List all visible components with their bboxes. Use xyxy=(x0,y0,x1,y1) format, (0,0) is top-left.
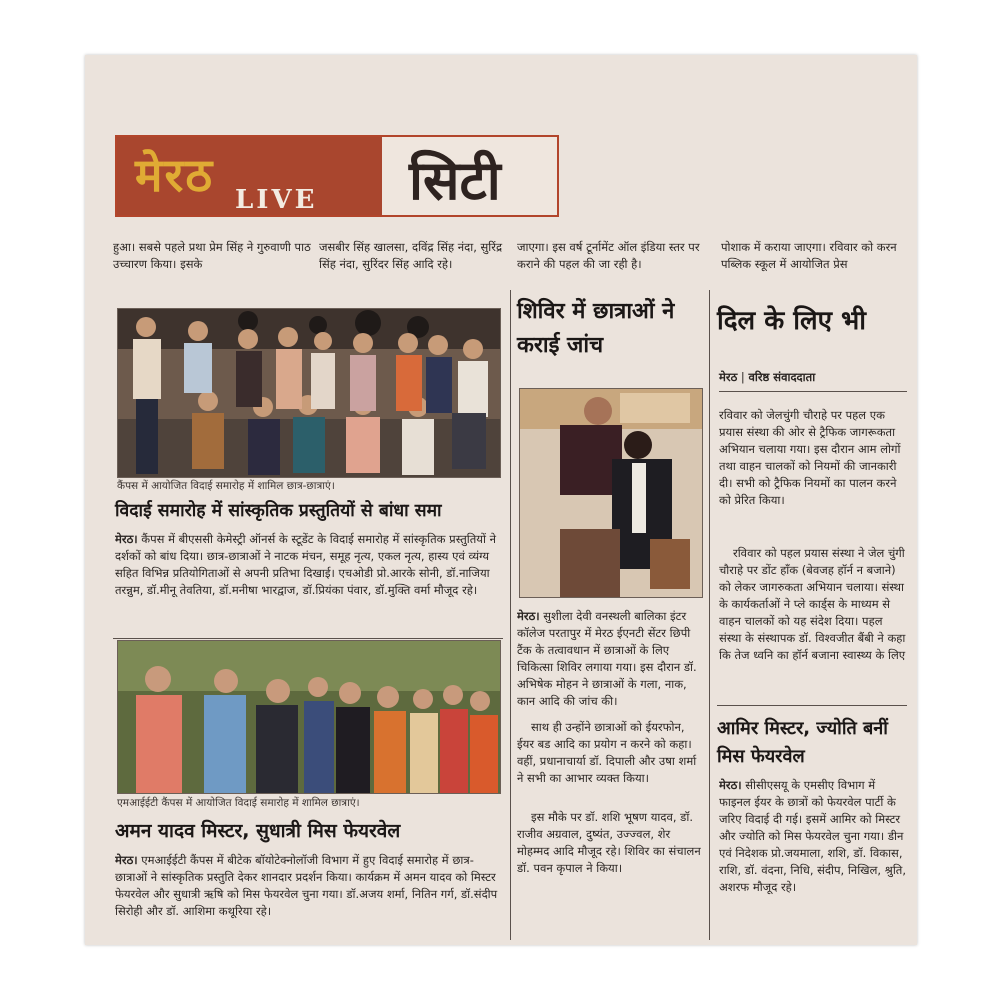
top-snippet-1: हुआ। सबसे पहले प्रथा प्रेम सिंह ने गुरुवाणी पाठ उच्चारण किया। इसके xyxy=(113,240,311,271)
article1-body: कैंपस में बीएससी केमेस्ट्री ऑनर्स के स्टूडेंट के विदाई समारोह में सांस्कृतिक प्रस्तुतियों ने दर्शकों को बांध दिया। छात्र-छात्राओं ने नाटक मंचन, समूह नृत्य, एकल नृत्य, हास्य एवं व्यंग्य सहित विभिन्न प्रतियोगिताओं से अपनी प्रतिभा दिखाई। एचओडी प्रो.आरके सोनी, डॉ.नाजिया तरन्नुम, डॉ.मीनू तेवतिया, डॉ.मनीषा भारद्वाज, डॉ.प्रियंका पंवार, डॉ.मुक्ति वर्मा मौजूद रहे। xyxy=(115,532,496,597)
article4-body1: रविवार को जेलचुंगी चौराहे पर पहल एक प्रयास संस्था की ओर से ट्रैफिक जागरूकता अभियान चलाया गया। इस दौरान आम लोगों तथा वाहन चालकों को नियमों की जानकारी दी। सभी को ट्रैफिक नियमों का पालन करने को प्रेरित किया। xyxy=(719,408,901,507)
article1-dateline: मेरठ। xyxy=(115,532,138,546)
masthead-logo: मेरठ xyxy=(135,148,215,202)
farewell-group-photo xyxy=(117,308,501,478)
article4-byline-name: वरिष्ठ संवाददाता xyxy=(748,370,816,384)
article3-body1-block xyxy=(517,608,705,708)
column-rule xyxy=(510,290,511,940)
article5-body: सीसीएसयू के एमसीए विभाग में फाइनल ईयर के छात्रों को फेयरवेल पार्टी के जरिए विदाई दी गई। इसमें आमिर को मिस्टर और ज्योति को मिस फेयरवेल चुना गया। डीन एवं निदेशक प्रो.जयमाला, शशि, डॉ. विकास, राशि, डॉ. वंदना, निधि, संदीप, निखिल, श्रुति, अशरफ मौजूद रहे। xyxy=(719,778,907,894)
photo-caption-1: कैंपस में आयोजित विदाई समारोह में शामिल छात्र-छात्राएं। xyxy=(117,480,335,492)
newspaper-clipping xyxy=(85,55,917,945)
article5-dateline: मेरठ। xyxy=(719,778,742,792)
masthead-red-block xyxy=(117,137,382,215)
top-snippet-3: जाएगा। इस वर्ष टूर्नामेंट ऑल इंडिया स्तर पर कराने की पहल की जा रही है। xyxy=(517,240,700,271)
medical-camp-photo-graphic xyxy=(520,389,702,597)
article2-dateline: मेरठ। xyxy=(115,853,138,867)
article2-body: एमआईईटी कैंपस में बीटेक बॉयोटेक्नोलॉजी विभाग में हुए विदाई समारोह में छात्र-छात्राओं ने सांस्कृतिक प्रस्तुति देकर शानदार प्रदर्शन किया। कार्यक्रम में अमन यादव को मिस्टर फेयरवेल और सुधात्री ऋषि को मिस फेयरवेल चुना गया। डॉ.अजय शर्मा, नितिन गर्ग, डॉ.संदीप सिरोही और डॉ. आशिमा कथूरिया रहे। xyxy=(115,853,498,918)
article4-byline xyxy=(719,369,909,386)
miet-farewell-photo-graphic xyxy=(118,641,500,793)
article4-byline-place: मेरठ xyxy=(719,370,738,384)
medical-camp-photo xyxy=(519,388,703,598)
article3-body2: साथ ही उन्होंने छात्राओं को ईयरफोन, ईयर बड आदि का प्रयोग न करने को कहा। वहीं, प्रधानाचार्या डॉ. दिपाली और उषा शर्मा ने सभी का आभार व्यक्त किया। xyxy=(517,720,697,785)
article2-body-block xyxy=(115,852,505,942)
top-snippet-4: पोशाक में कराया जाएगा। रविवार को करन पब्लिक स्कूल में आयोजित प्रेस xyxy=(721,240,897,271)
farewell-group-photo-graphic xyxy=(118,309,500,477)
article-divider xyxy=(113,638,503,639)
masthead-live: LIVE xyxy=(235,185,318,215)
byline-separator: | xyxy=(740,370,745,384)
article3-body1: सुशीला देवी वनस्थली बालिका इंटर कॉलेज परतापुर में मेरठ ईएनटी सेंटर छिपी टैंक के तत्वावधान में छात्राओं के लिए चिकित्सा शिविर लगाया गया। इस दौरान डॉ. अभिषेक मोहन ने छात्राओं के गला, नाक, कान आदि की जांच की। xyxy=(517,609,697,708)
article1-headline: विदाई समारोह में सांस्कृतिक प्रस्तुतियों से बांधा समा xyxy=(115,501,442,521)
article2-headline: अमन यादव मिस्टर, सुधात्री मिस फेयरवेल xyxy=(115,820,401,842)
masthead-city: सिटी xyxy=(409,149,501,212)
article-divider xyxy=(717,705,907,706)
article4-body2: रविवार को पहल प्रयास संस्था ने जेल चुंगी चौराहे पर डोंट हॉंक (बेवजह हॉर्न न बजाने) को लेकर जागरुकता अभियान चलाया। संस्था के कार्यकर्ताओं ने प्ले कार्ड्स के माध्यम से वाहन चालकों को यह संदेश दिया। पहल संस्था के संस्थापक डॉ. विश्वजीत बैंबी ने कहा कि तेज ध्वनि का हॉर्न बजाना स्वास्थ्य के लिए xyxy=(719,546,906,662)
column-rule xyxy=(709,290,710,940)
photo-caption-2: एमआईईटी कैंपस में आयोजित विदाई समारोह में शामिल छात्राएं। xyxy=(117,797,360,809)
masthead-banner xyxy=(115,135,559,217)
article5-headline: आमिर मिस्टर, ज्योति बनीं मिस फेयरवेल xyxy=(717,718,888,767)
article4-headline: दिल के लिए भी xyxy=(717,306,867,336)
article3-body3: इस मौके पर डॉ. शशि भूषण यादव, डॉ. राजीव अग्रवाल, दुष्यंत, उज्ज्वल, शेर मोहम्मद आदि मौजूद रहे। शिविर का संचालन डॉ. पवन कृपाल ने किया। xyxy=(517,810,701,875)
article3-headline: शिविर में छात्राओं ने कराई जांच xyxy=(517,299,675,358)
article3-dateline: मेरठ। xyxy=(517,609,540,623)
byline-rule xyxy=(719,391,907,392)
top-snippet-2: जसबीर सिंह खालसा, दविंद्र सिंह नंदा, सुरिंद्र सिंह नंदा, सुरिंदर सिंह आदि रहे। xyxy=(319,240,503,271)
miet-farewell-photo xyxy=(117,640,501,794)
article1-body-block xyxy=(115,531,505,635)
article5-body-block xyxy=(719,777,907,941)
